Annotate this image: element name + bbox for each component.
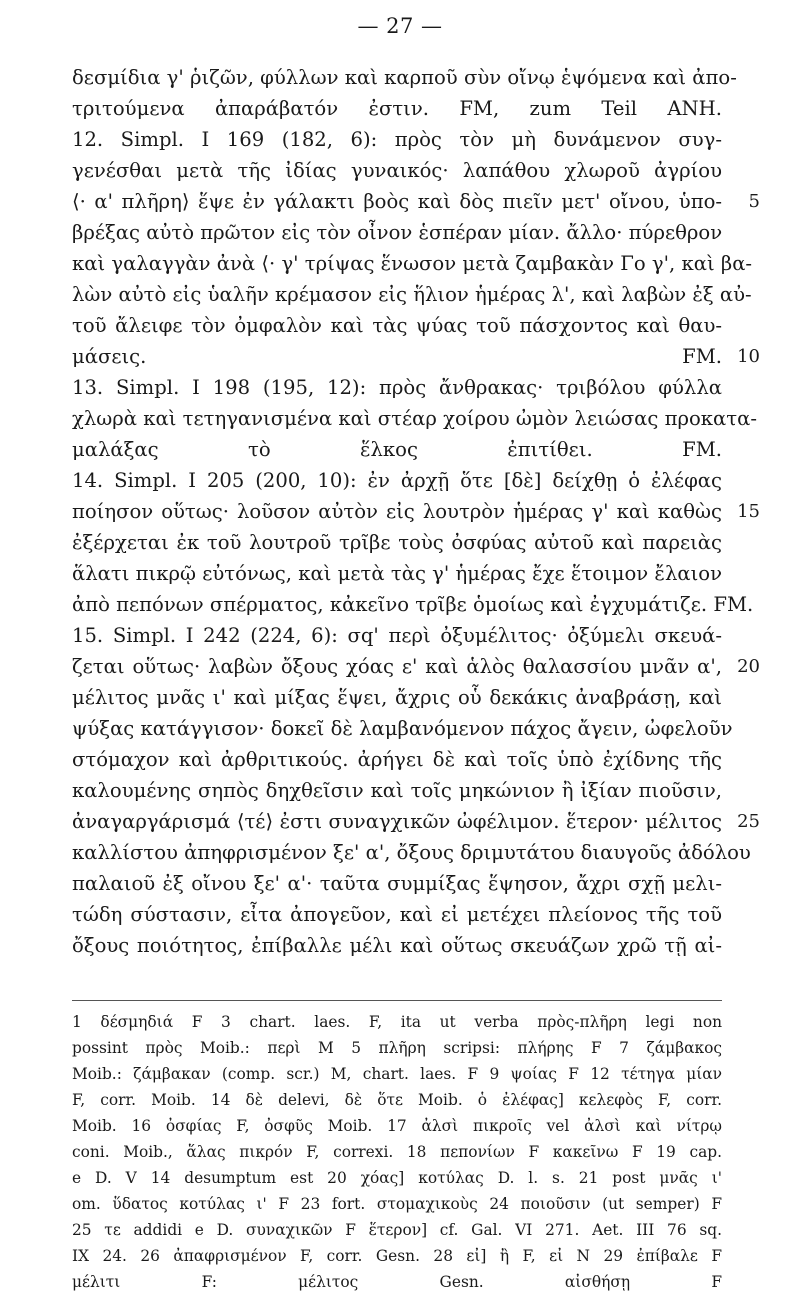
- line-text: βρέξας αὐτὸ πρῶτον εἰς τὸν οἶνον ἑσπέραν μίαν. ἄλλο· πύρεθρον: [72, 221, 723, 244]
- text-line: [72, 527, 722, 558]
- text-line: [72, 806, 760, 837]
- main-text: [72, 62, 760, 961]
- text-line: [72, 465, 722, 496]
- apparatus-line: F, corr. Moib. 14 δὲ delevi, δὲ ὅτε Moib. ὁ ἐλέφας] κελεφὸς F, corr.: [72, 1091, 722, 1109]
- text-line: [72, 155, 722, 186]
- line-text: 14. Simpl. I 205 (200, 10): ἐν ἀρχῇ ὅτε [δὲ] δείχθῃ ὁ ἐλέφας: [72, 469, 722, 492]
- line-text: 15. Simpl. I 242 (224, 6): σq' περὶ ὀξυμέλιτος· ὀξύμελι σκευά-: [72, 624, 722, 647]
- critical-apparatus: [72, 1009, 722, 1295]
- text-line: [72, 217, 722, 248]
- line-text: ποίησον οὕτως· λοῦσον αὐτὸν εἰς λουτρὸν ἡμέρας γ' καὶ καθὼς: [72, 500, 722, 523]
- text-line: [72, 279, 752, 310]
- text-line: [72, 186, 760, 217]
- line-text: δεσμίδια γ' ῥιζῶν, φύλλων καὶ καρποῦ σὺν οἴνῳ ἑψόμενα καὶ ἀπο-: [72, 66, 737, 89]
- text-line: [72, 589, 754, 620]
- line-text: στόμαχον καὶ ἀρθριτικούς. ἀρήγει δὲ καὶ τοῖς ὑπὸ ἐχίδνης τῆς: [72, 748, 722, 771]
- line-text: 13. Simpl. I 198 (195, 12): πρὸς ἄνθρακας· τριβόλου φύλλα: [72, 376, 722, 399]
- line-text: καλουμένης σηπὸς δηχθεῖσιν καὶ τοῖς μηκώνιον ἢ ἰξίαν πιοῦσιν,: [72, 779, 722, 802]
- text-line: [72, 837, 751, 868]
- text-line: [72, 620, 722, 651]
- apparatus-line: om. ὕδατος κοτύλας ι' F 23 fort. στομαχικοὺς 24 ποιοῦσιν (ut semper) F: [72, 1195, 722, 1213]
- text-line: [72, 341, 760, 372]
- text-line: [72, 682, 722, 713]
- text-line: [72, 899, 722, 930]
- apparatus-line: e D. V 14 desumptum est 20 χόας] κοτύλας D. l. s. 21 post μνᾶς ι': [72, 1169, 722, 1187]
- line-text: γενέσθαι μετὰ τῆς ἰδίας γυναικός· λαπάθου χλωροῦ ἀγρίου: [72, 159, 722, 182]
- line-text: 12. Simpl. I 169 (182, 6): πρὸς τὸν μὴ δυνάμενον συγ-: [72, 128, 722, 151]
- line-text: ψύξας κατάγγισον· δοκεῖ δὲ λαμβανόμενον πάχος ἄγειν, ὠφελοῦν: [72, 717, 733, 740]
- line-text: λὼν αὐτὸ εἰς ὑαλῆν κρέμασον εἰς ἥλιον ἡμέρας λ', καὶ λαβὼν ἐξ αὐ-: [72, 283, 752, 306]
- text-line: [72, 62, 737, 93]
- line-text: ἐξέρχεται ἐκ τοῦ λουτροῦ τρῖβε τοὺς ὀσφύας αὐτοῦ καὶ παρειὰς: [72, 531, 722, 554]
- line-text: ἅλατι πικρῷ εὐτόνως, καὶ μετὰ τὰς γ' ἡμέρας ἔχε ἕτοιμον ἔλαιον: [72, 562, 722, 585]
- text-line: [72, 248, 753, 279]
- page-number: — 27 —: [357, 14, 443, 38]
- text-line: [72, 124, 722, 155]
- line-number: 20: [737, 656, 760, 677]
- line-text: ἀναγαργάρισμά ⟨τέ⟩ ἐστι συναγχικῶν ὠφέλιμον. ἕτερον· μέλιτος: [72, 810, 722, 833]
- line-number: 15: [737, 501, 760, 522]
- line-text: μάσεις. FM.: [72, 345, 722, 368]
- text-line: [72, 930, 722, 961]
- apparatus-line: Moib. 16 ὀσφίας F, ὀσφῦς Moib. 17 ἀλσὶ πικροῖς vel ἀλσὶ καὶ νίτρῳ: [72, 1117, 722, 1135]
- line-text: ζεται οὕτως· λαβὼν ὄξους χόας ε' καὶ ἁλὸς θαλασσίου μνᾶν α',: [72, 655, 722, 678]
- text-line: [72, 372, 722, 403]
- line-text: χλωρὰ καὶ τετηγανισμένα καὶ στέαρ χοίρου ὠμὸν λειώσας προκατα-: [72, 407, 757, 430]
- line-text: τριτούμενα ἀπαράβατόν ἐστιν. FM, zum Teil ANH.: [72, 97, 722, 120]
- apparatus-line: 1 δέσμηδιά F 3 chart. laes. F, ita ut verba πρὸς-πλῆρη legi non: [72, 1013, 722, 1031]
- line-text: καὶ γαλαγγὰν ἀνὰ ⟨· γ' τρίψας ἕνωσον μετὰ ζαμβακὰν Γο γ', καὶ βα-: [72, 252, 753, 275]
- line-text: μαλάξας τὸ ἕλκος ἐπιτίθει. FM.: [72, 438, 722, 461]
- line-text: ὄξους ποιότητος, ἐπίβαλλε μέλι καὶ οὕτως σκευάζων χρῶ τῇ αἰ-: [72, 934, 722, 957]
- text-line: [72, 558, 722, 589]
- text-line: [72, 93, 722, 124]
- text-line: [72, 744, 722, 775]
- line-number: 25: [737, 811, 760, 832]
- text-line: [72, 713, 733, 744]
- line-number: 5: [748, 191, 760, 212]
- apparatus-line: μέλιτι F: μέλιτος Gesn. αἰσθήσῃ F: [72, 1273, 722, 1291]
- line-number: 10: [737, 346, 760, 367]
- line-text: καλλίστου ἀπηφρισμένον ξε' α', ὄξους δριμυτάτου διαυγοῦς ἀδόλου: [72, 841, 751, 864]
- text-line: [72, 310, 722, 341]
- line-text: μέλιτος μνᾶς ι' καὶ μίξας ἕψει, ἄχρις οὗ δεκάκις ἀναβράσῃ, καὶ: [72, 686, 722, 709]
- apparatus-line: 25 τε addidi e D. συναχικῶν F ἕτερον] cf. Gal. VI 271. Aet. III 76 sq.: [72, 1221, 722, 1239]
- line-text: ἀπὸ πεπόνων σπέρματος, κἀκεῖνο τρῖβε ὁμοίως καὶ ἐγχυμάτιζε. FM.: [72, 593, 754, 616]
- apparatus-line: IX 24. 26 ἀπαφρισμένον F, corr. Gesn. 28 εἰ] ἢ F, εἰ N 29 ἐπίβαλε F: [72, 1247, 722, 1265]
- apparatus-line: coni. Moib., ἅλας πικρόν F, correxi. 18 πεπονίων F κακεῖνω F 19 cap.: [72, 1143, 722, 1161]
- text-line: [72, 868, 722, 899]
- line-text: τώδη σύστασιν, εἶτα ἀπογεῦον, καὶ εἰ μετέχει πλείονος τῆς τοῦ: [72, 903, 722, 926]
- text-line: [72, 496, 760, 527]
- apparatus-line: Moib.: ζάμβακαν (comp. scr.) M, chart. laes. F 9 ψοίας F 12 τέτηγα μίαν: [72, 1065, 722, 1083]
- line-text: τοῦ ἄλειφε τὸν ὀμφαλὸν καὶ τὰς ψύας τοῦ πάσχοντος καὶ θαυ-: [72, 314, 722, 337]
- line-text: ⟨· α' πλῆρη⟩ ἕψε ἐν γάλακτι βοὸς καὶ δὸς πιεῖν μετ' οἴνου, ὑπο-: [72, 190, 722, 213]
- text-line: [72, 775, 722, 806]
- text-line: [72, 651, 760, 682]
- text-line: [72, 434, 722, 465]
- apparatus-line: possint πρὸς Moib.: περὶ M 5 πλῆρη scripsi: πλήρης F 7 ζάμβακος: [72, 1039, 722, 1057]
- line-text: παλαιοῦ ἐξ οἴνου ξε' α'· ταῦτα συμμίξας ἕψησον, ἄχρι σχῇ μελι-: [72, 872, 722, 895]
- text-line: [72, 403, 757, 434]
- footnote-divider: [72, 1000, 722, 1001]
